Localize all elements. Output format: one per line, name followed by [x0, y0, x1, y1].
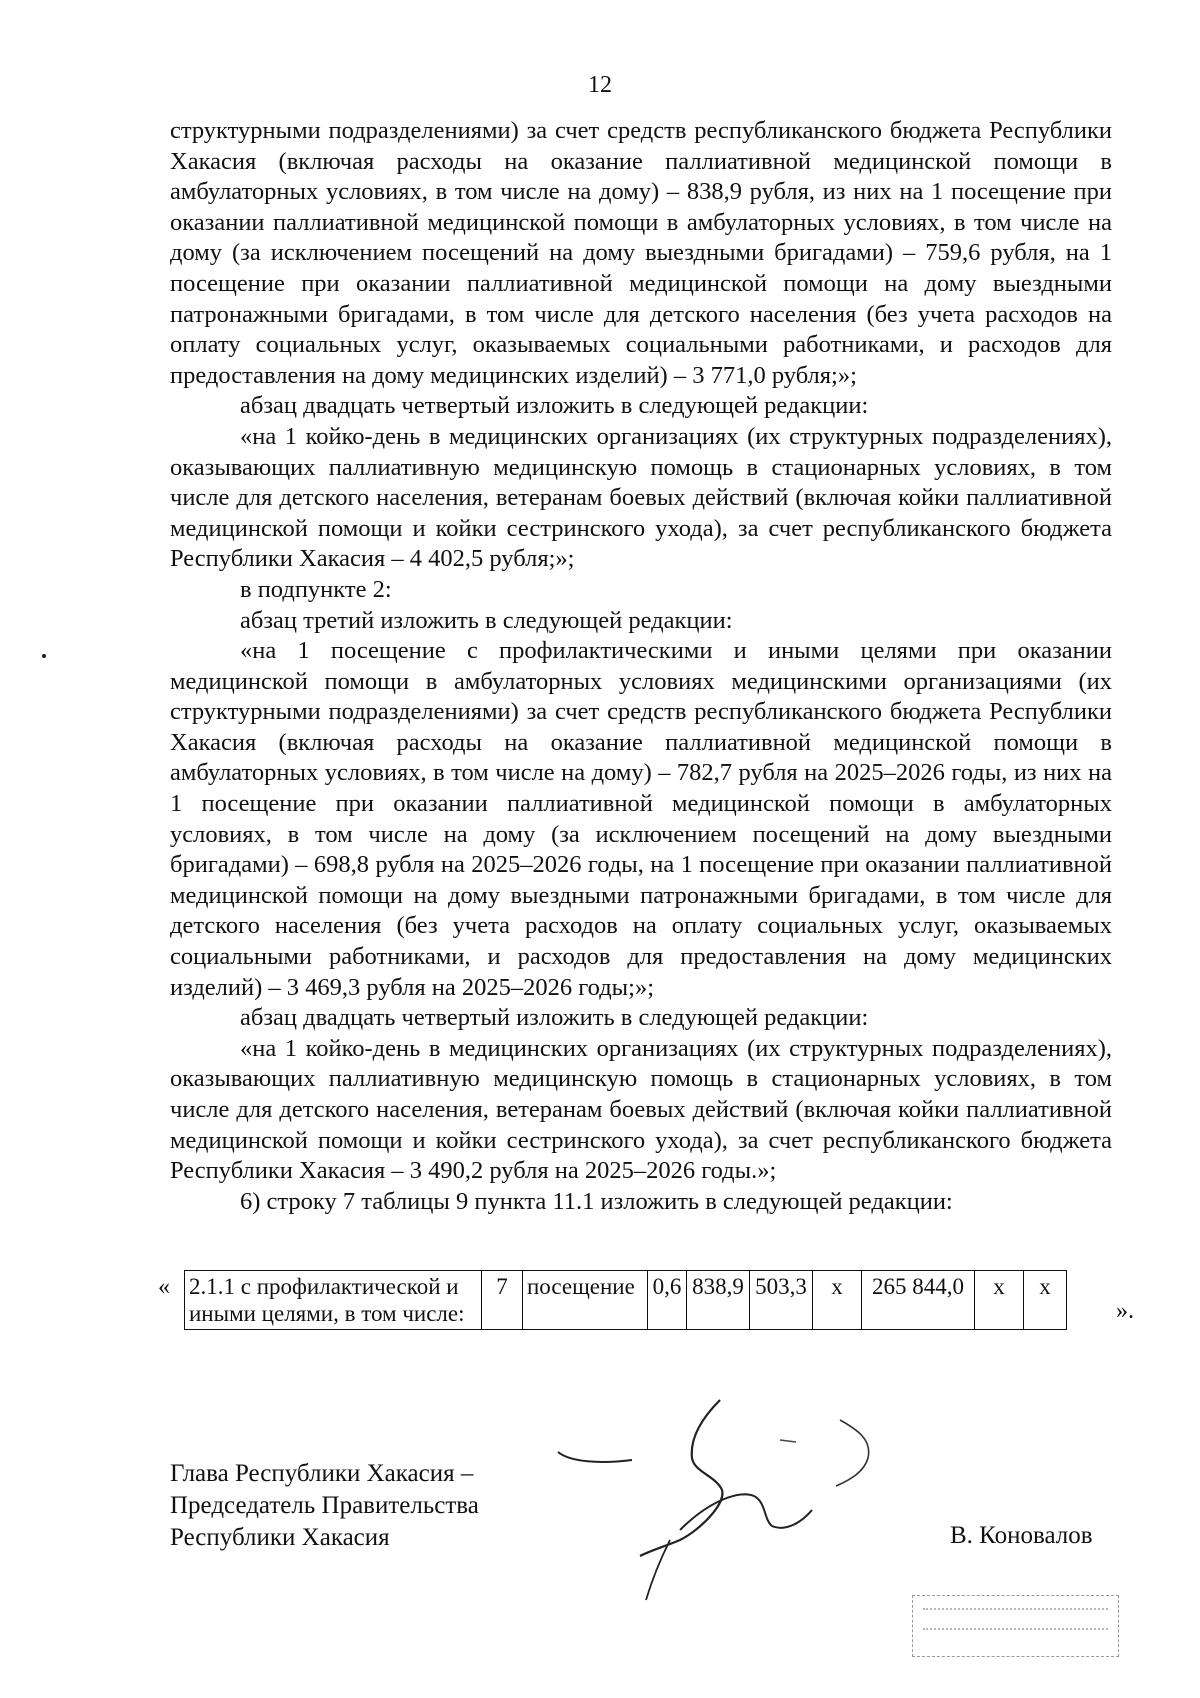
handwritten-signature [540, 1380, 980, 1610]
paragraph: абзац третий изложить в следующей редакции: [240, 606, 733, 634]
paragraph: 6) строку 7 таблицы 9 пункта 11.1 изложить в следующей редакции: [240, 1187, 953, 1215]
paragraph: структурными подразделениями) за счет средств республиканского бюджета Республики Хакасия (включая расходы на оказание паллиативной медицинской помощи в амбулаторных условиях, в том числе на дому) – 838,9 рубля, из них на 1 посещение при оказании паллиативной медицинской помощи в амбулаторных условиях, в том числе на дому (за исключением посещений на дому выездными бригадами) – 759,6 рубля, на 1 посещение при оказании паллиативной медицинской помощи на дому выездными патронажными бригадами, в том числе для детского населения (без учета расходов на оплату социальных услуг, оказываемых социальными работниками, и расходов для предоставления на дому медицинских изделий) – 3 771,0 рубля;»; [170, 117, 1112, 389]
signer-name: В. Коновалов [950, 1522, 1093, 1549]
quote-open: « [158, 1274, 170, 1300]
table-cell: 503,3 [750, 1271, 813, 1330]
table-cell: х [1024, 1271, 1067, 1330]
paragraph: абзац двадцать четвертый изложить в следующей редакции: [240, 1004, 869, 1032]
table-cell: 0,6 [648, 1271, 687, 1330]
paragraph: «на 1 койко-день в медицинских организациях (их структурных подразделениях), оказывающих паллиативную медицинскую помощь в стационарных условиях, в том числе для детского населения, ветеранам боевых действий (включая койки паллиативной медицинской помощи и койки сестринского ухода), за счет республиканского бюджета Республики Хакасия – 3 490,2 рубля на 2025–2026 годы.»; [170, 1034, 1112, 1185]
stamp-watermark [912, 1595, 1119, 1657]
table-cell-name: 2.1.1 с профилактической и иными целями, в том числе: [185, 1271, 482, 1330]
paragraph: в подпункте 2: [240, 575, 392, 603]
table-row [184, 1270, 1067, 1330]
table-cell: 265 844,0 [862, 1271, 975, 1330]
table-cell: х [813, 1271, 862, 1330]
page-number: 12 [588, 72, 612, 98]
document-body [170, 116, 1112, 1217]
signature-title-line: Председатель Правительства [170, 1492, 479, 1519]
scan-speck [42, 654, 46, 658]
table-cell: 838,9 [687, 1271, 750, 1330]
quote-close: ». [1116, 1298, 1134, 1324]
signature-title-block [170, 1458, 479, 1554]
signature-title-line: Республики Хакасия [170, 1524, 390, 1551]
signature-title-line: Глава Республики Хакасия – [170, 1460, 474, 1487]
paragraph: «на 1 посещение с профилактическими и иными целями при оказании медицинской помощи в амбулаторных условиях медицинскими организациями (их структурными подразделениями) за счет средств республиканского бюджета Республики Хакасия (включая расходы на оказание паллиативной медицинской помощи в амбулаторных условиях, в том числе на дому) – 782,7 рубля на 2025–2026 годы, из них на 1 посещение при оказании паллиативной медицинской помощи в амбулаторных условиях, в том числе на дому (за исключением посещений на дому выездными бригадами) – 698,8 рубля на 2025–2026 годы, на 1 посещение при оказании паллиативной медицинской помощи на дому выездными патронажными бригадами, в том числе для детского населения (без учета расходов на оплату социальных услуг, оказываемых социальными работниками, и расходов для предоставления на дому медицинских изделий) – 3 469,3 рубля на 2025–2026 годы;»; [170, 637, 1112, 1001]
table-cell: х [975, 1271, 1024, 1330]
table-cell: посещение [523, 1271, 648, 1330]
paragraph: абзац двадцать четвертый изложить в следующей редакции: [240, 392, 869, 420]
paragraph: «на 1 койко-день в медицинских организациях (их структурных подразделениях), оказывающих паллиативную медицинскую помощь в стационарных условиях, в том числе для детского населения, ветеранам боевых действий (включая койки паллиативной медицинской помощи и койки сестринского ухода), за счет республиканского бюджета Республики Хакасия – 4 402,5 рубля;»; [170, 422, 1112, 573]
table-cell: 7 [482, 1271, 523, 1330]
table-row-block [158, 1270, 1148, 1332]
